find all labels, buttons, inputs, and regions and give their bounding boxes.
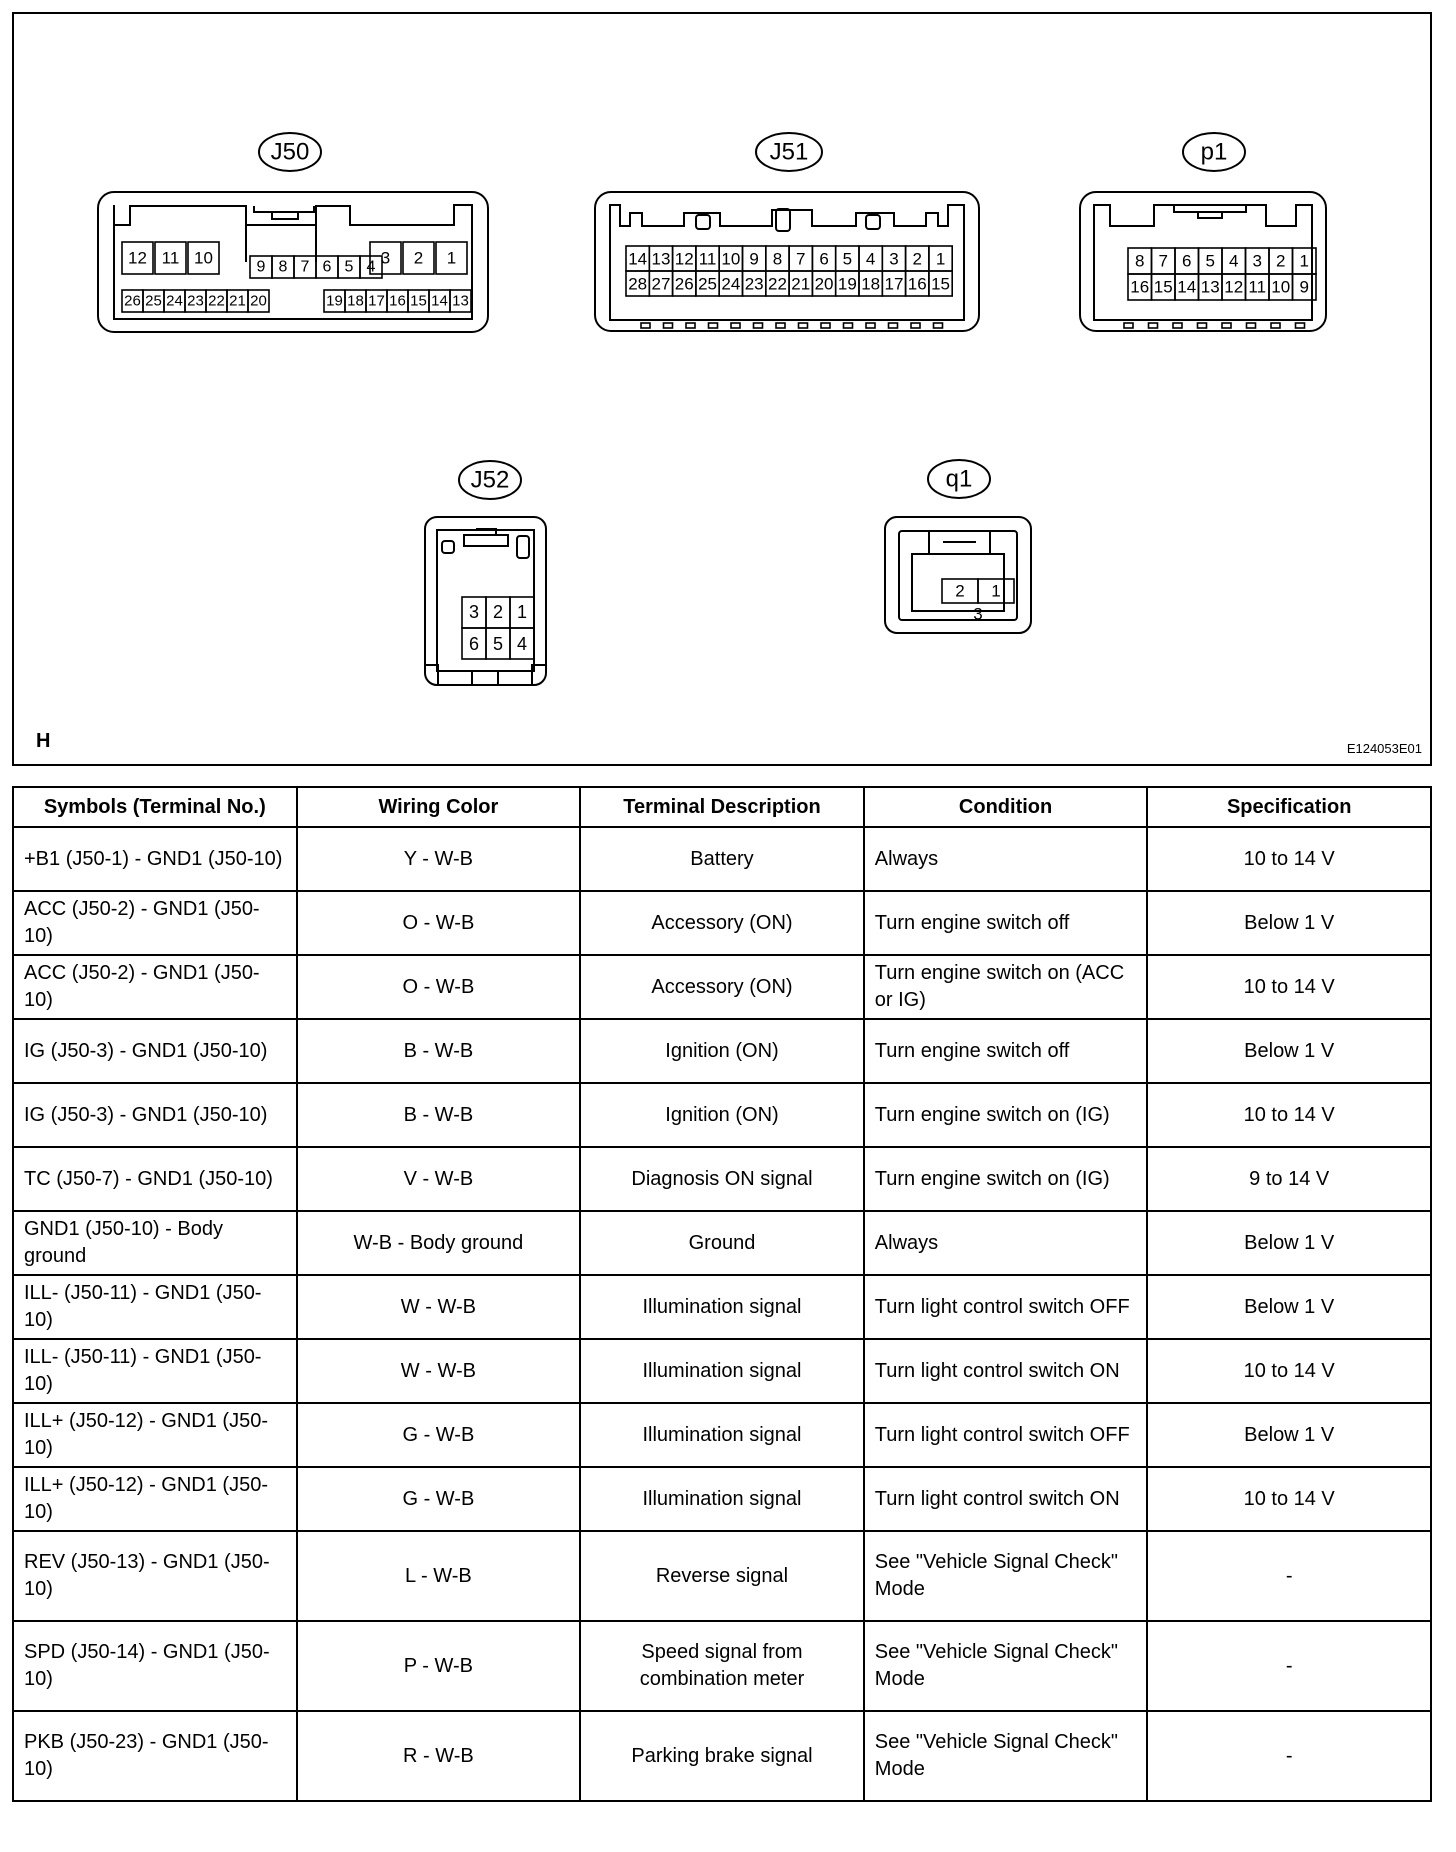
lock-tab [686, 323, 695, 328]
cell-condition: Turn light control switch OFF [864, 1275, 1148, 1339]
connector-diagram-svg [14, 14, 1430, 764]
lock-tab [1198, 323, 1207, 328]
cell-symbols: ILL- (J50-11) - GND1 (J50-10) [13, 1339, 297, 1403]
table-row [13, 955, 1431, 1019]
j50-latch [254, 206, 314, 219]
lock-tab [889, 323, 898, 328]
cell-specification: 10 to 14 V [1147, 1083, 1431, 1147]
pin-label: 19 [837, 274, 857, 294]
cell-wiring-color: V - W-B [297, 1147, 581, 1211]
pin-label: 28 [628, 274, 648, 294]
pin-label: 2 [413, 248, 424, 268]
connector-diagram [12, 12, 1432, 766]
cell-wiring-color: W-B - Body ground [297, 1211, 581, 1275]
cell-condition: Turn engine switch on (ACC or IG) [864, 955, 1148, 1019]
table-row [13, 1711, 1431, 1801]
lock-tab [1271, 323, 1280, 328]
pin-label: 22 [208, 292, 225, 310]
connector-label-j51: J51 [769, 138, 809, 166]
pin-label: 14 [1177, 277, 1197, 297]
pin-label: 11 [161, 248, 180, 268]
lock-tab [1124, 323, 1133, 328]
cell-symbols: IG (J50-3) - GND1 (J50-10) [13, 1083, 297, 1147]
pin-label: 26 [674, 274, 694, 294]
terminal-spec-table [12, 786, 1432, 1802]
lock-tab [731, 323, 740, 328]
cell-wiring-color: R - W-B [297, 1711, 581, 1801]
pin-label: 25 [145, 292, 162, 310]
pin-label: 17 [368, 292, 385, 310]
cell-specification: Below 1 V [1147, 1211, 1431, 1275]
cell-symbols: ACC (J50-2) - GND1 (J50-10) [13, 955, 297, 1019]
cell-condition: Turn engine switch off [864, 891, 1148, 955]
cell-specification: - [1147, 1531, 1431, 1621]
pin-label: 3 [973, 604, 983, 624]
lock-tab [911, 323, 920, 328]
lock-tab [821, 323, 830, 328]
pin-label: 12 [674, 249, 694, 269]
q1-housing [885, 517, 1031, 633]
cell-terminal-description: Illumination signal [580, 1403, 864, 1467]
pin-label: 8 [1135, 251, 1145, 271]
pin-label: 11 [698, 249, 717, 269]
cell-terminal-description: Battery [580, 827, 864, 891]
pin-label: 25 [698, 274, 718, 294]
lock-tab [866, 323, 875, 328]
lock-tab [641, 323, 650, 328]
pin-label: 17 [884, 274, 904, 294]
cell-terminal-description: Ignition (ON) [580, 1083, 864, 1147]
cell-terminal-description: Reverse signal [580, 1531, 864, 1621]
figure-id: E124053E01 [1346, 741, 1422, 756]
pin-label: 26 [124, 292, 141, 310]
pin-label: 7 [300, 258, 310, 276]
pin-label: 15 [931, 274, 951, 294]
header-wiring-color: Wiring Color [297, 787, 581, 827]
pin-label: 21 [791, 274, 811, 294]
pin-label: 22 [767, 274, 787, 294]
pin-label: 7 [1158, 251, 1168, 271]
cell-condition: Always [864, 1211, 1148, 1275]
table-row [13, 891, 1431, 955]
cell-terminal-description: Accessory (ON) [580, 891, 864, 955]
cell-symbols: ILL+ (J50-12) - GND1 (J50-10) [13, 1403, 297, 1467]
lock-tab [1149, 323, 1158, 328]
pin-label: 4 [865, 249, 876, 269]
cell-condition: See "Vehicle Signal Check" Mode [864, 1711, 1148, 1801]
cell-terminal-description: Diagnosis ON signal [580, 1147, 864, 1211]
pin-label: 1 [1299, 251, 1309, 271]
pin-label: 16 [389, 292, 406, 310]
pin-label: 8 [772, 249, 783, 269]
cell-specification: 9 to 14 V [1147, 1147, 1431, 1211]
pin-label: 11 [1248, 277, 1267, 297]
lock-tab [664, 323, 673, 328]
cell-condition: See "Vehicle Signal Check" Mode [864, 1621, 1148, 1711]
cell-specification: Below 1 V [1147, 1019, 1431, 1083]
lock-tab [844, 323, 853, 328]
lock-tab [709, 323, 718, 328]
cell-condition: See "Vehicle Signal Check" Mode [864, 1531, 1148, 1621]
cell-specification: 10 to 14 V [1147, 1339, 1431, 1403]
cell-symbols: ILL- (J50-11) - GND1 (J50-10) [13, 1275, 297, 1339]
pin-label: 24 [721, 274, 741, 294]
cell-wiring-color: B - W-B [297, 1019, 581, 1083]
q1-inner-outline [899, 531, 1017, 620]
pin-label: 1 [935, 249, 946, 269]
table-row [13, 1275, 1431, 1339]
pin-label: 20 [250, 292, 267, 310]
pin-label: 10 [721, 249, 741, 269]
pin-label: 7 [796, 249, 806, 269]
cell-symbols: GND1 (J50-10) - Body ground [13, 1211, 297, 1275]
connector-label-j52: J52 [470, 466, 510, 494]
table-row [13, 1083, 1431, 1147]
cell-terminal-description: Illumination signal [580, 1467, 864, 1531]
pin-label: 2 [912, 249, 922, 269]
cell-terminal-description: Ground [580, 1211, 864, 1275]
pin-label: 1 [516, 602, 528, 622]
pin-label: 9 [1299, 277, 1309, 297]
pin-label: 13 [452, 292, 469, 310]
cell-wiring-color: L - W-B [297, 1531, 581, 1621]
cell-terminal-description: Speed signal from combination meter [580, 1621, 864, 1711]
cell-condition: Always [864, 827, 1148, 891]
table-row [13, 1531, 1431, 1621]
lock-tab [934, 323, 943, 328]
pin-label: 14 [431, 292, 448, 310]
pin-label: 6 [322, 258, 332, 276]
cell-wiring-color: O - W-B [297, 955, 581, 1019]
cell-condition: Turn engine switch off [864, 1019, 1148, 1083]
lock-tab [1247, 323, 1256, 328]
connector-label-q1: q1 [945, 465, 973, 493]
lock-tab [754, 323, 763, 328]
cell-condition: Turn engine switch on (IG) [864, 1147, 1148, 1211]
pin-label: 13 [1200, 277, 1220, 297]
pin-label: 9 [256, 258, 266, 276]
pin-label: 4 [366, 258, 376, 276]
pin-label: 3 [1252, 251, 1262, 271]
cell-symbols: PKB (J50-23) - GND1 (J50-10) [13, 1711, 297, 1801]
cell-terminal-description: Illumination signal [580, 1339, 864, 1403]
pin-label: 2 [1276, 251, 1286, 271]
cell-specification: - [1147, 1621, 1431, 1711]
cell-symbols: IG (J50-3) - GND1 (J50-10) [13, 1019, 297, 1083]
cell-specification: Below 1 V [1147, 1275, 1431, 1339]
pin-label: 5 [1205, 251, 1215, 271]
cell-wiring-color: Y - W-B [297, 827, 581, 891]
cell-symbols: ACC (J50-2) - GND1 (J50-10) [13, 891, 297, 955]
cell-terminal-description: Illumination signal [580, 1275, 864, 1339]
pin-label: 18 [861, 274, 881, 294]
cell-specification: Below 1 V [1147, 1403, 1431, 1467]
table-row [13, 1467, 1431, 1531]
pin-label: 10 [194, 248, 213, 268]
header-terminal-description: Terminal Description [580, 787, 864, 827]
pin-label: 1 [446, 248, 457, 268]
pin-label: 14 [628, 249, 648, 269]
lock-tab [1173, 323, 1182, 328]
pin-label: 27 [651, 274, 671, 294]
pin-label: 13 [651, 249, 671, 269]
cell-wiring-color: B - W-B [297, 1083, 581, 1147]
cell-condition: Turn light control switch ON [864, 1467, 1148, 1531]
pin-label: 12 [1224, 277, 1244, 297]
cell-condition: Turn light control switch ON [864, 1339, 1148, 1403]
pin-label: 16 [907, 274, 927, 294]
pin-label: 3 [380, 248, 391, 268]
cell-terminal-description: Ignition (ON) [580, 1019, 864, 1083]
table-row [13, 1019, 1431, 1083]
cell-symbols: SPD (J50-14) - GND1 (J50-10) [13, 1621, 297, 1711]
pin-label: 1 [991, 581, 1001, 601]
table-row [13, 1147, 1431, 1211]
pin-label: 8 [278, 258, 288, 276]
cell-specification: Below 1 V [1147, 891, 1431, 955]
cell-terminal-description: Accessory (ON) [580, 955, 864, 1019]
header-specification: Specification [1147, 787, 1431, 827]
table-row [13, 1403, 1431, 1467]
pin-label: 6 [468, 634, 480, 654]
pin-label: 23 [744, 274, 764, 294]
lock-tab [799, 323, 808, 328]
pin-label: 16 [1130, 277, 1150, 297]
pin-label: 6 [819, 249, 829, 269]
pin-label: 4 [1229, 251, 1239, 271]
pin-label: 6 [1182, 251, 1192, 271]
connector-label-j50: J50 [270, 138, 310, 166]
cell-wiring-color: W - W-B [297, 1339, 581, 1403]
header-symbols: Symbols (Terminal No.) [13, 787, 297, 827]
pin-label: 18 [347, 292, 364, 310]
table-row [13, 1339, 1431, 1403]
cell-terminal-description: Parking brake signal [580, 1711, 864, 1801]
cell-wiring-color: G - W-B [297, 1403, 581, 1467]
corner-label: H [36, 730, 51, 752]
pin-label: 5 [344, 258, 354, 276]
lock-tab [1222, 323, 1231, 328]
table-row [13, 1211, 1431, 1275]
lock-tab [776, 323, 785, 328]
pin-label: 15 [410, 292, 427, 310]
pin-label: 3 [468, 602, 480, 622]
cell-specification: 10 to 14 V [1147, 1467, 1431, 1531]
header-condition: Condition [864, 787, 1148, 827]
cell-symbols: +B1 (J50-1) - GND1 (J50-10) [13, 827, 297, 891]
cell-wiring-color: W - W-B [297, 1275, 581, 1339]
pin-label: 2 [492, 602, 504, 622]
pin-label: 19 [326, 292, 343, 310]
cell-condition: Turn engine switch on (IG) [864, 1083, 1148, 1147]
table-row [13, 1621, 1431, 1711]
cell-wiring-color: G - W-B [297, 1467, 581, 1531]
cell-symbols: REV (J50-13) - GND1 (J50-10) [13, 1531, 297, 1621]
pin-label: 20 [814, 274, 834, 294]
cell-symbols: TC (J50-7) - GND1 (J50-10) [13, 1147, 297, 1211]
pin-label: 10 [1271, 277, 1291, 297]
pin-label: 24 [166, 292, 183, 310]
connector-label-p1: p1 [1200, 138, 1228, 166]
table-header-row [13, 787, 1431, 827]
cell-specification: - [1147, 1711, 1431, 1801]
pin-label: 5 [492, 634, 504, 654]
cell-condition: Turn light control switch OFF [864, 1403, 1148, 1467]
cell-wiring-color: O - W-B [297, 891, 581, 955]
pin-label: 23 [187, 292, 204, 310]
cell-wiring-color: P - W-B [297, 1621, 581, 1711]
table-row [13, 827, 1431, 891]
pin-label: 2 [955, 581, 965, 601]
pin-label: 9 [749, 249, 759, 269]
lock-tab [1296, 323, 1305, 328]
pin-label: 4 [516, 634, 528, 654]
q1-latch [929, 531, 990, 554]
cell-specification: 10 to 14 V [1147, 955, 1431, 1019]
pin-label: 12 [128, 248, 147, 268]
pin-label: 21 [229, 292, 246, 310]
cell-specification: 10 to 14 V [1147, 827, 1431, 891]
pin-label: 15 [1153, 277, 1173, 297]
pin-label: 5 [842, 249, 853, 269]
pin-label: 3 [889, 249, 899, 269]
cell-symbols: ILL+ (J50-12) - GND1 (J50-10) [13, 1467, 297, 1531]
